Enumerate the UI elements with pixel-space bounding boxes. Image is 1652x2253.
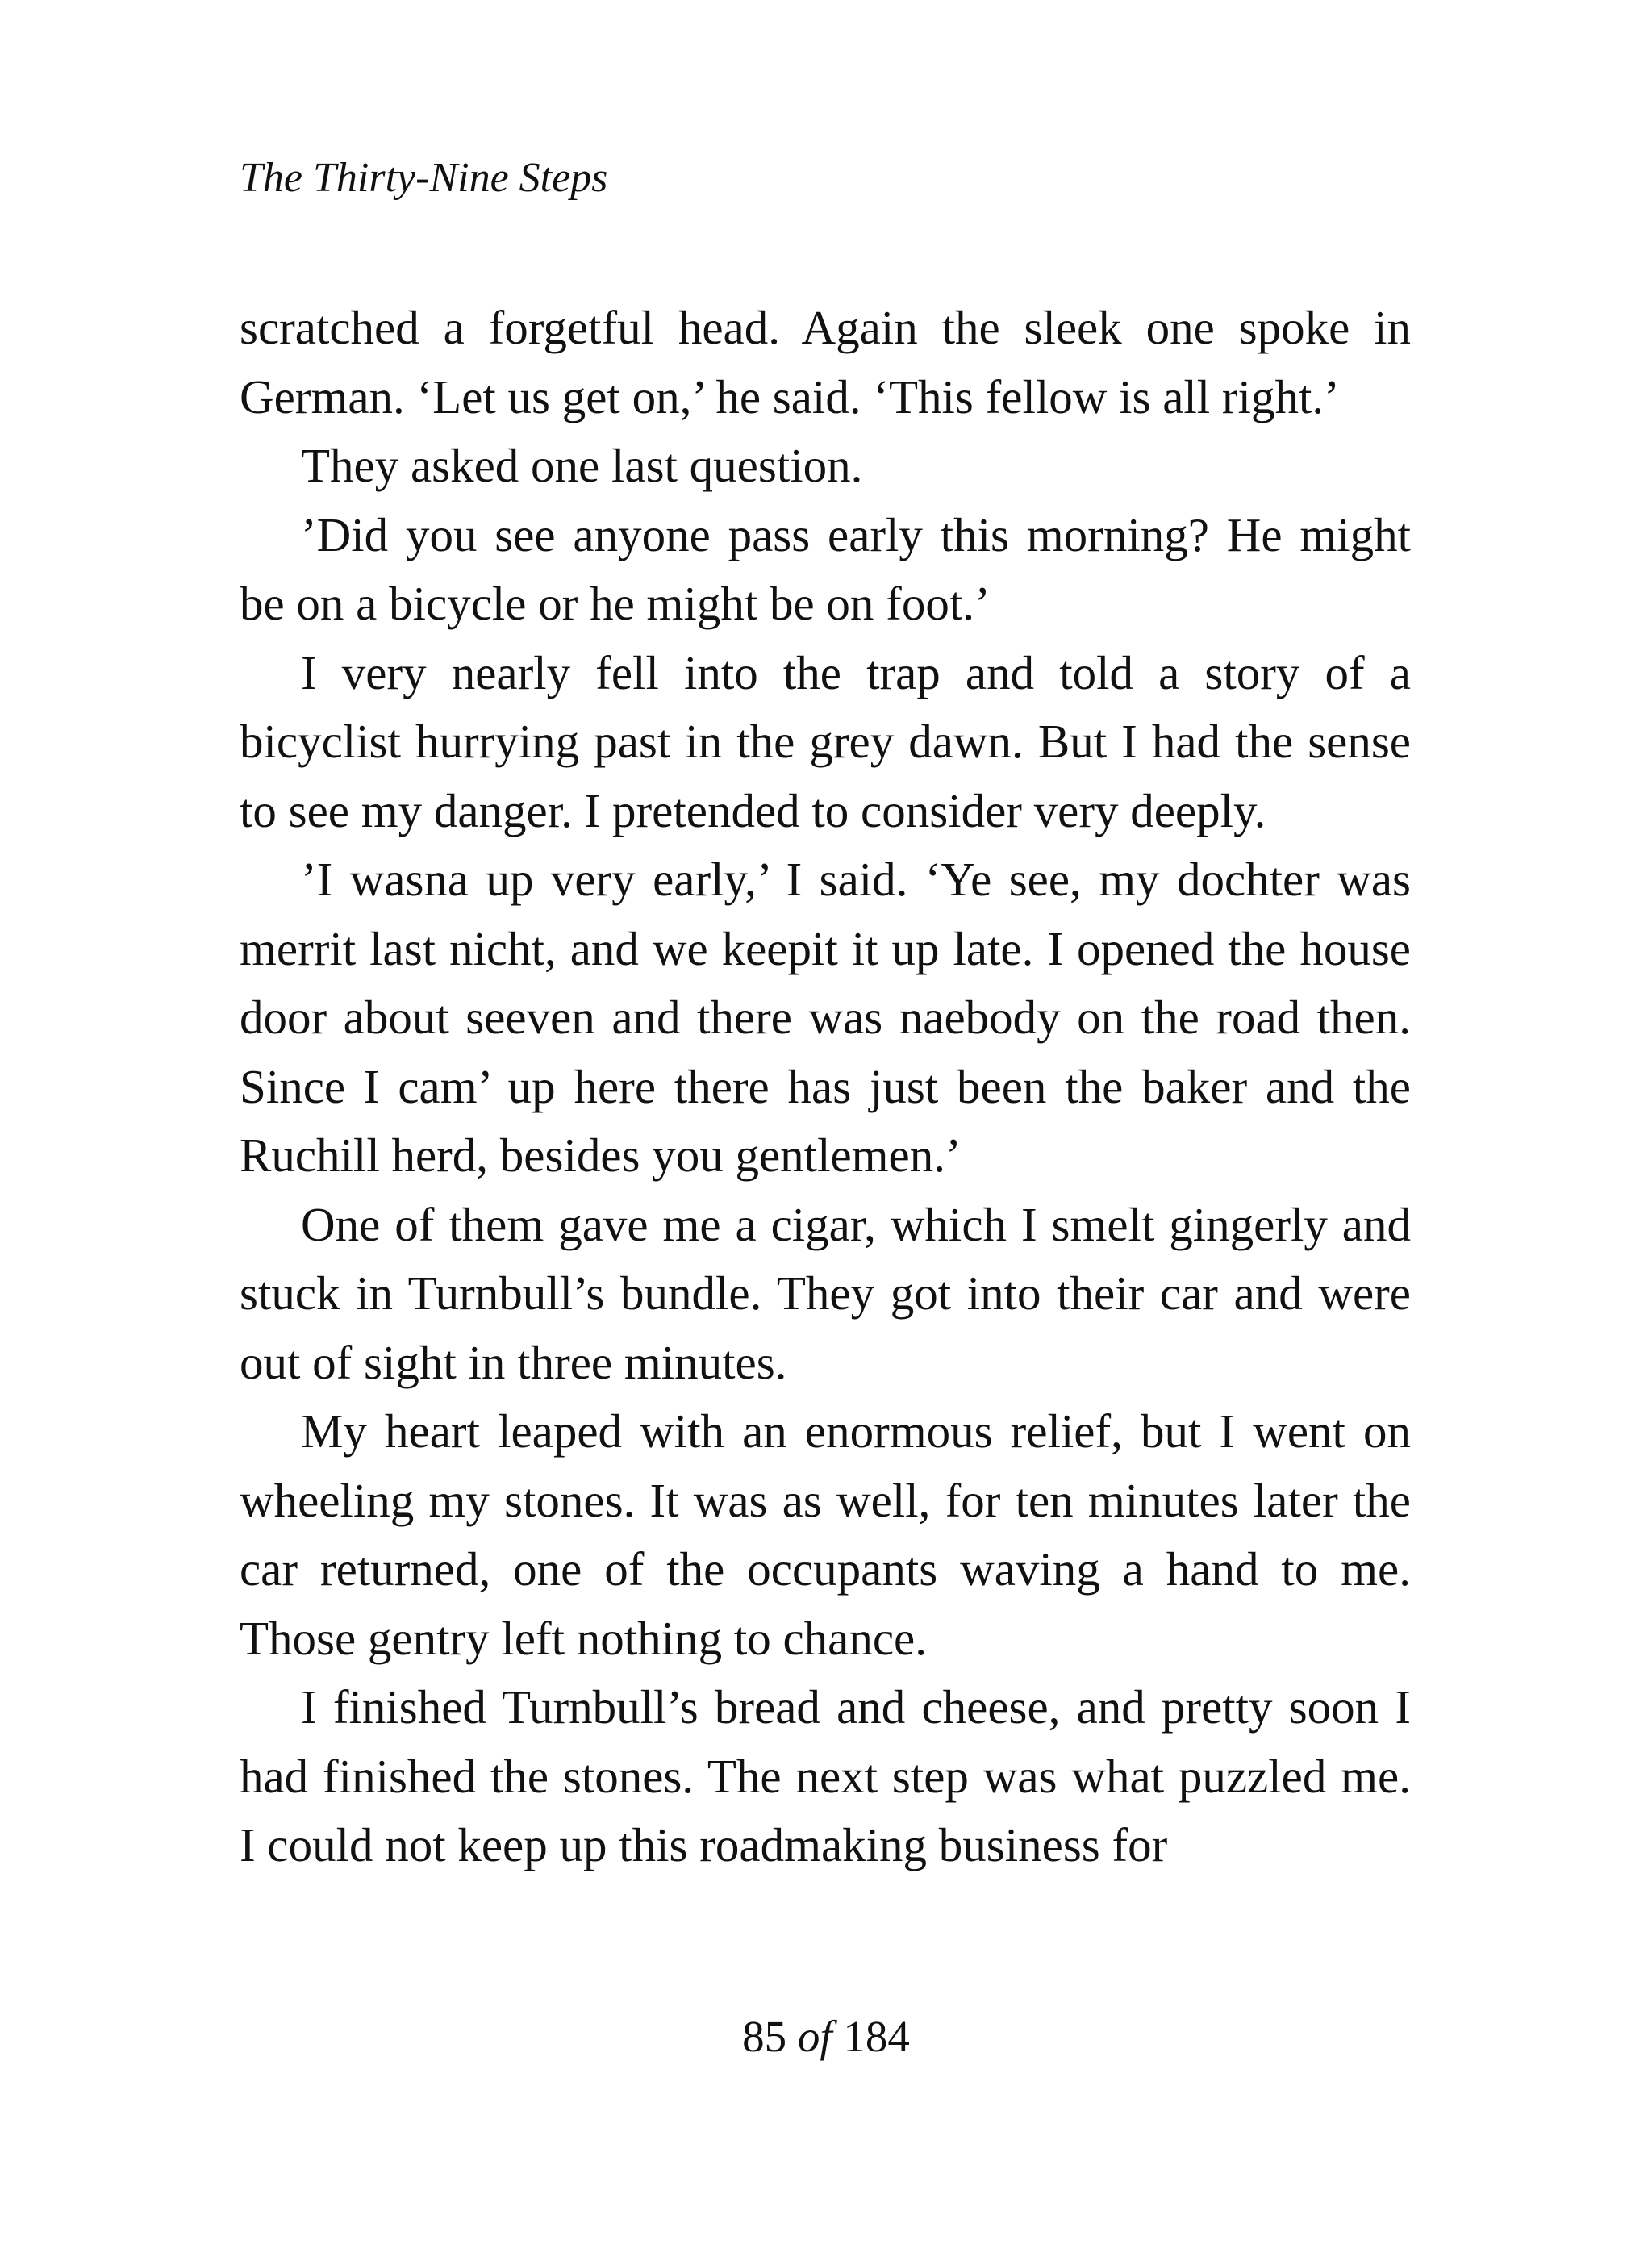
paragraph-4: I very nearly fell into the trap and told a story of a bicyclist hurrying past in the grey dawn. But I had the sense to see my danger. I pretended to consider very deeply. [240, 645, 1411, 837]
page-number-footer [0, 2009, 1652, 2065]
current-page-number: 85 [742, 2012, 787, 2061]
paragraph-8: I finished Turnbull’s bread and cheese, and pretty soon I had finished the stones. The next step was what puzzled me. I could not keep up this roadmaking business for [240, 1680, 1411, 1871]
total-page-count: 184 [843, 2012, 910, 2061]
paragraph-3: ’Did you see anyone pass early this morning? He might be on a bicycle or he might be on foot.’ [240, 507, 1411, 630]
paragraph-7: My heart leaped with an enormous relief, but I went on wheeling my stones. It was as well, for ten minutes later the car returned, one of the occupants waving a hand to me. Those gentry left nothing to chance. [240, 1404, 1411, 1665]
paragraph-5: ’I wasna up very early,’ I said. ‘Ye see, my dochter was merrit last nicht, and we keepit it up late. I opened the house door about seeven and there was naebody on the road then. Since I cam’ up here there has just been the baker and the Ruchill herd, besides you gentlemen.’ [240, 853, 1411, 1182]
paragraph-2: They asked one last question. [301, 439, 863, 492]
paragraph-1: scratched a forgetful head. Again the sleek one spoke in German. ‘Let us get on,’ he said. ‘This fellow is all right.’ [240, 301, 1411, 423]
page-body-text [240, 294, 1411, 1880]
page-of-word: of [797, 2012, 832, 2061]
paragraph-6: One of them gave me a cigar, which I smelt gingerly and stuck in Turnbull’s bundle. They got into their car and were out of sight in three minutes. [240, 1197, 1411, 1389]
running-header-book-title: The Thirty-Nine Steps [240, 155, 608, 201]
